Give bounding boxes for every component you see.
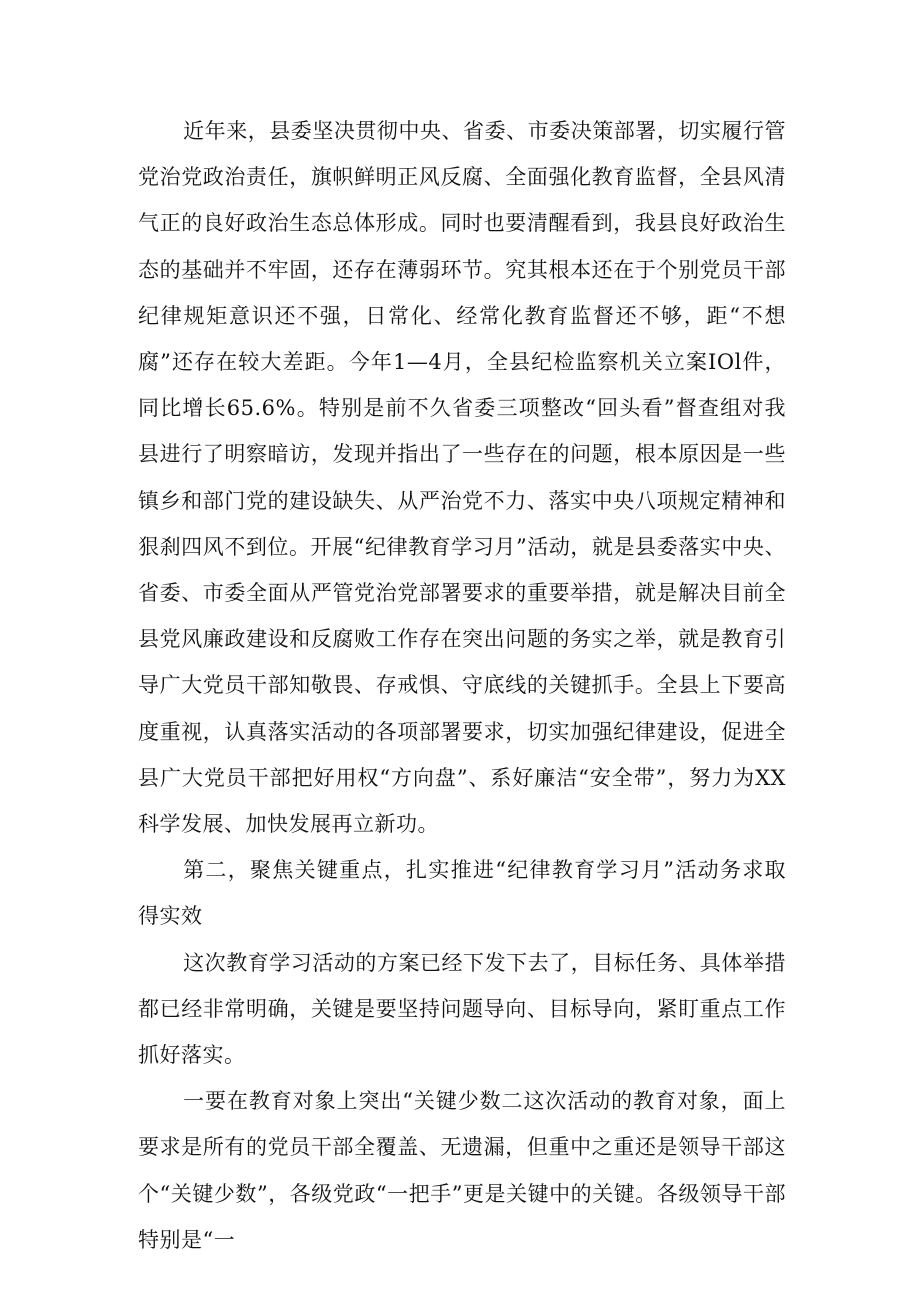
paragraph-intro: 近年来，县委坚决贯彻中央、省委、市委决策部署，切实履行管党治党政治责任，旗帜鲜明正风反腐、全面强化教育监督，全县风清气正的良好政治生态总体形成。同时也要清醒看到，我县良好政治生态的基础并不牢固，还存在薄弱环节。究其根本还在于个别党员干部纪律规矩意识还不强，日常化、经常化教育监督还不够，距“不想腐”还存在较大差距。今年1—4月，全县纪检监察机关立案IOl件，同比增长65.6%。特别是前不久省委三项整改“回头看”督查组对我县进行了明察暗访，发现并指出了一些存在的问题，根本原因是一些镇乡和部门党的建设缺失、从严治党不力、落实中央八项规定精神和狠刹四风不到位。开展“纪律教育学习月”活动，就是县委落实中央、省委、市委全面从严管党治党部署要求的重要举措，就是解决目前全县党风廉政建设和反腐败工作存在突出问题的务实之举，就是教育引导广大党员干部知敬畏、存戒惧、守底线的关键抓手。全县上下要高度重视，认真落实活动的各项部署要求，切实加强纪律建设，促进全县广大党员干部把好用权“方向盘”、系好廉洁“安全带”，努力为XX科学发展、加快发展再立新功。	[138, 119, 786, 837]
document-body	[138, 108, 786, 1263]
paragraph-heading-second: 第二，聚焦关键重点，扎实推进“纪律教育学习月”活动务求取得实效	[138, 858, 786, 929]
paragraph-key-minority: 一要在教育对象上突出“关键少数二这次活动的教育对象，面上要求是所有的党员干部全覆盖、无遗漏，但重中之重还是领导干部这个“关键少数”，各级党政“一把手”更是关键中的关键。各级领导干部特别是“一	[138, 1089, 786, 1252]
paragraph-plan: 这次教育学习活动的方案已经下发下去了，目标任务、具体举措都已经非常明确，关键是要坚持问题导向、目标导向，紧盯重点工作抓好落实。	[138, 950, 786, 1068]
